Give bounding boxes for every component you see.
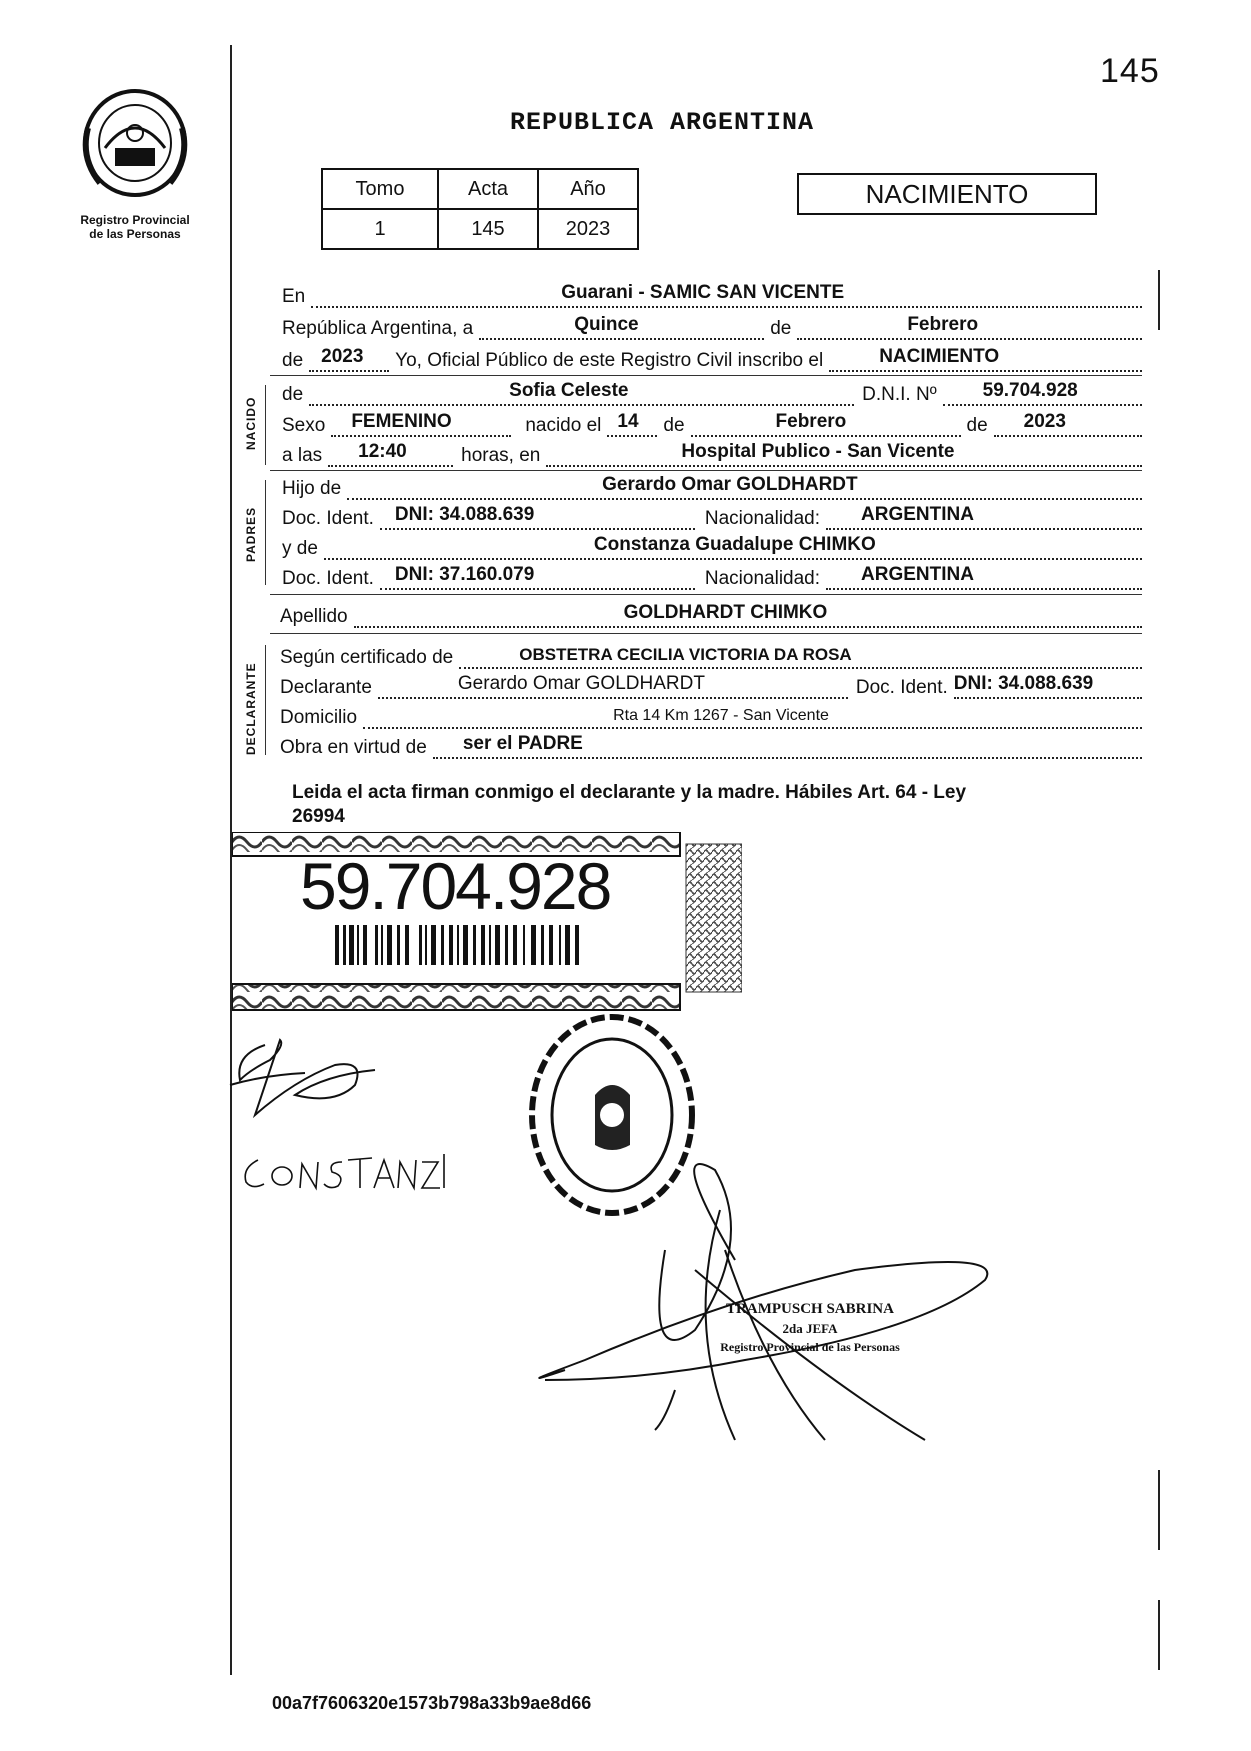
- closing-text: [292, 781, 1142, 829]
- row-padre-doc: [282, 504, 1142, 530]
- nac-de2-label: de: [966, 415, 988, 436]
- certificado-label: Según certificado de: [280, 647, 454, 668]
- mother-signature: [238, 1148, 448, 1198]
- sexo-label: Sexo: [282, 415, 326, 436]
- tomo-value: 1: [322, 209, 438, 249]
- padre-nombre: Gerardo Omar GOLDHARDT: [602, 474, 858, 495]
- hora-value: 12:40: [358, 441, 407, 462]
- lugar-value: Hospital Publico - San Vicente: [681, 441, 955, 462]
- row-domicilio: [280, 707, 1142, 729]
- official-role: 2da JEFA: [782, 1321, 838, 1336]
- row-inscribo: [282, 346, 1142, 372]
- hijo-label: Hijo de: [282, 478, 342, 499]
- divider-1: [270, 375, 1142, 376]
- padre-nacionalidad: ARGENTINA: [861, 504, 974, 525]
- right-edge-mark: [1158, 1470, 1160, 1550]
- nacionalidad2-label: Nacionalidad:: [704, 568, 821, 589]
- logo-caption: [60, 213, 210, 241]
- right-edge-mark: [1158, 270, 1160, 330]
- row-declarante: [280, 673, 1142, 699]
- row-fecha: [282, 314, 1142, 340]
- yde-label: y de: [282, 538, 318, 559]
- divider-4: [270, 633, 1142, 634]
- inscribo-value: NACIMIENTO: [879, 346, 1000, 367]
- row-padre: [282, 474, 1142, 500]
- nacionalidad-label: Nacionalidad:: [704, 508, 821, 529]
- padre-doc: DNI: 34.088.639: [394, 504, 535, 525]
- row-en: [282, 282, 1142, 308]
- doc2-label: Doc. Ident.: [282, 568, 374, 589]
- mes-value: Febrero: [907, 314, 979, 335]
- de2-label: de: [282, 350, 304, 371]
- decl-doc-label: Doc. Ident.: [855, 677, 948, 698]
- alas-label: a las: [282, 445, 323, 466]
- acta-value: 145: [438, 209, 538, 249]
- declarant-signature: [225, 1025, 385, 1125]
- official-office: Registro Provincial de las Personas: [720, 1340, 900, 1354]
- en-label: En: [282, 286, 306, 307]
- official-signature: [525, 1130, 995, 1450]
- closing-line-2: 26994: [292, 806, 345, 827]
- row-madre-doc: [282, 564, 1142, 590]
- declarante-label: Declarante: [280, 677, 372, 698]
- divider-3: [270, 594, 1142, 595]
- anio-value: 2023: [538, 209, 638, 249]
- madre-nombre: Constanza Guadalupe CHIMKO: [593, 534, 876, 555]
- divider-2: [270, 470, 1142, 471]
- nombre-label: de: [282, 384, 304, 405]
- logo-caption-line1: Registro Provincial: [80, 213, 190, 227]
- certificado-value: OBSTETRA CECILIA VICTORIA DA ROSA: [519, 645, 852, 664]
- province-logo: [80, 88, 190, 198]
- anio-header: Año: [538, 169, 638, 209]
- row-madre: [282, 534, 1142, 560]
- padres-bracket: [265, 480, 266, 585]
- official-name: TRAMPUSCH SABRINA: [726, 1301, 894, 1317]
- row-certificado: [280, 647, 1142, 669]
- de-label: de: [770, 318, 792, 339]
- row-obra: [280, 733, 1142, 759]
- apellido-value: GOLDHARDT CHIMKO: [623, 602, 828, 623]
- right-edge-mark: [1158, 1600, 1160, 1670]
- page-number: 145: [1100, 52, 1160, 90]
- madre-nacionalidad: ARGENTINA: [861, 564, 974, 585]
- logo-caption-line2: de las Personas: [89, 227, 181, 241]
- acta-header: Acta: [438, 169, 538, 209]
- doc-label: Doc. Ident.: [282, 508, 374, 529]
- nacido-bracket: [265, 385, 266, 465]
- record-type-box: NACIMIENTO: [797, 173, 1097, 215]
- row-sexo: [282, 411, 1142, 437]
- domicilio-label: Domicilio: [280, 707, 358, 728]
- nombre-value: Sofia Celeste: [509, 380, 629, 401]
- barcode-icon: [335, 925, 580, 965]
- dia-value: Quince: [574, 314, 639, 335]
- declarante-bracket: [265, 645, 266, 755]
- en-value: Guarani - SAMIC SAN VICENTE: [561, 282, 845, 303]
- madre-doc: DNI: 37.160.079: [394, 564, 535, 585]
- dni-value: 59.704.928: [982, 380, 1078, 401]
- row-apellido: [280, 602, 1142, 628]
- dni-label: D.N.I. Nº: [862, 384, 937, 405]
- nacimiento-dia: 14: [617, 411, 639, 432]
- sexo-value: FEMENINO: [351, 411, 452, 432]
- closing-line-1: Leida el acta firman conmigo el declarante y la madre. Hábiles Art. 64 - Ley: [292, 782, 967, 803]
- row-nombre: [282, 380, 1142, 406]
- anio-inscripcion: 2023: [321, 346, 364, 367]
- nacimiento-anio: 2023: [1023, 411, 1066, 432]
- inscribo-label: Yo, Oficial Público de este Registro Civil inscribo el: [395, 350, 824, 371]
- obra-label: Obra en virtud de: [280, 737, 427, 758]
- nacido-el-label: nacido el: [525, 415, 602, 436]
- sticker-dni-number: 59.704.928: [300, 849, 611, 923]
- tomo-header: Tomo: [322, 169, 438, 209]
- declarante-doc: DNI: 34.088.639: [953, 673, 1094, 694]
- declarante-value: Gerardo Omar GOLDHARDT: [457, 673, 705, 694]
- nacimiento-mes: Febrero: [775, 411, 847, 432]
- section-nacido: NACIDO: [244, 396, 258, 450]
- row-hora: [282, 441, 1142, 467]
- nac-de-label: de: [663, 415, 685, 436]
- obra-value: ser el PADRE: [462, 733, 583, 754]
- horas-label: horas, en: [461, 445, 541, 466]
- section-padres: PADRES: [244, 506, 258, 562]
- coat-of-arms-icon: [80, 88, 190, 198]
- document-title: REPUBLICA ARGENTINA: [510, 108, 815, 137]
- domicilio-value: Rta 14 Km 1267 - San Vicente: [613, 707, 829, 724]
- record-table: [321, 168, 639, 250]
- section-declarante: DECLARANTE: [244, 662, 258, 755]
- republica-label: República Argentina, a: [282, 318, 474, 339]
- document-hash: 00a7f7606320e1573b798a33b9ae8d66: [272, 1693, 592, 1713]
- apellido-label: Apellido: [280, 606, 348, 627]
